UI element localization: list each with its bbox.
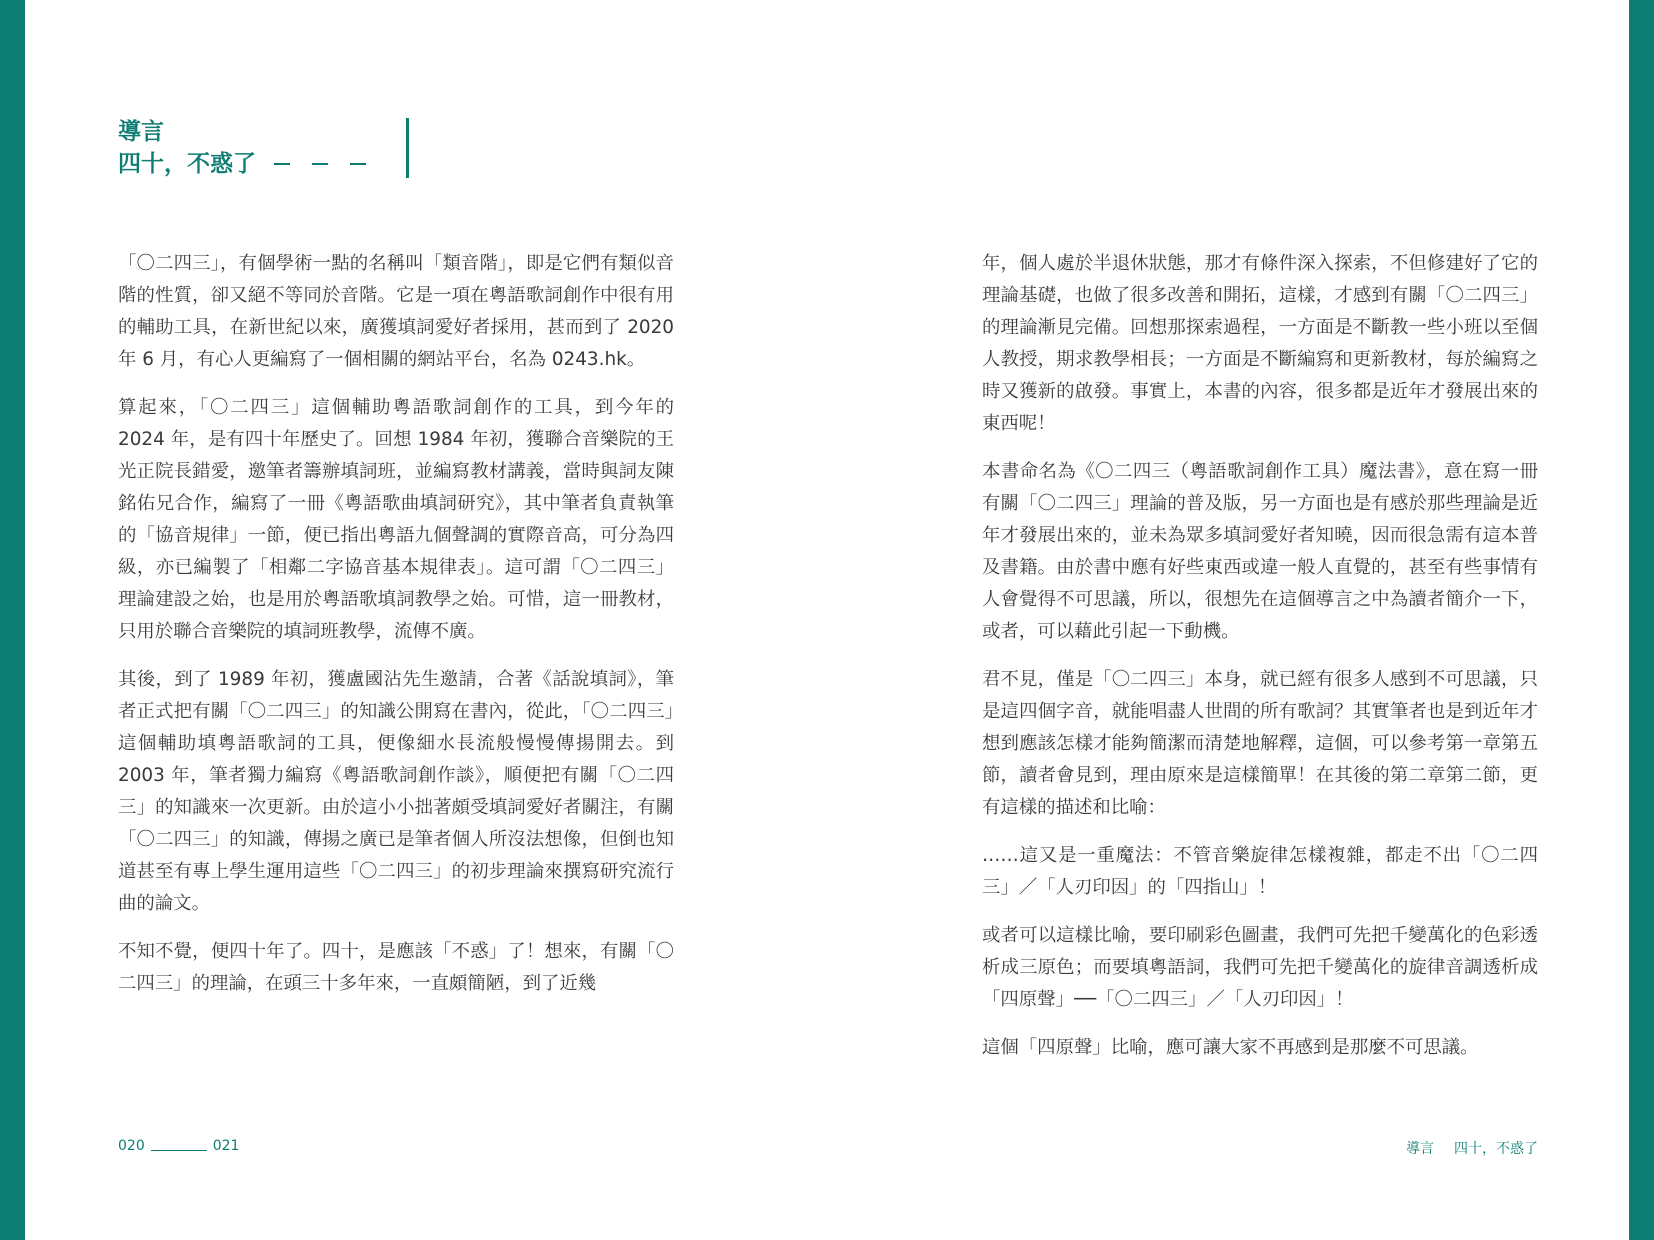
page-number-right: 021 <box>212 1138 240 1154</box>
page-numbers <box>118 1138 239 1154</box>
paragraph: 不知不覺，便四十年了。四十，是應該「不惑」了！想來，有關「〇二四三」的理論，在頭三十多年來，一直頗簡陋，到了近幾 <box>118 941 674 994</box>
chapter-title-row <box>118 148 366 180</box>
title-dashes <box>274 163 366 165</box>
running-title: 四十，不惑了 <box>1454 1141 1538 1157</box>
quote-paragraph: ……這又是一重魔法：不管音樂旋律怎樣複雜，都走不出「〇二四三」／「人刃印因」的「四指山」！ <box>982 845 1538 898</box>
running-header <box>1406 1138 1538 1158</box>
page-number-left: 020 <box>118 1138 145 1154</box>
chapter-title: 四十，不惑了 <box>118 151 256 177</box>
page-number-rule <box>151 1150 207 1151</box>
paragraph: 「〇二四三」，有個學術一點的名稱叫「類音階」，即是它們有類似音階的性質，卻又絕不等同於音階。它是一項在粵語歌詞創作中很有用的輔助工具，在新世紀以來，廣獲填詞愛好者採用，甚而到了 2020 年 6 月，有心人更編寫了一個相關的網站平台，名為 0243.hk。 <box>118 253 674 370</box>
heading-divider <box>406 118 409 178</box>
paragraph: 或者可以這樣比喻，要印刷彩色圖畫，我們可先把千變萬化的色彩透析成三原色；而要填粵語詞，我們可先把千變萬化的旋律音調透析成「四原聲」──「〇二四三」／「人刃印因」！ <box>982 925 1538 1010</box>
chapter-heading <box>118 116 366 180</box>
paragraph: 這個「四原聲」比喻，應可讓大家不再感到是那麼不可思議。 <box>982 1037 1479 1058</box>
paragraph: 算起來，「〇二四三」這個輔助粵語歌詞創作的工具，到今年的 2024 年，是有四十年歷史了。回想 1984 年初，獲聯合音樂院的王光正院長錯愛，邀筆者籌辦填詞班，並編寫教材講義，當時與詞友陳銘佑兄合作，編寫了一冊《粵語歌曲填詞研究》，其中筆者負責執筆的「協音規律」一節，便已指出粵語九個聲調的實際音高，可分為四級，亦已編製了「相鄰二字協音基本規律表」。這可謂「〇二四三」理論建設之始，也是用於粵語歌填詞教學之始。可惜，這一冊教材，只用於聯合音樂院的填詞班教學，流傳不廣。 <box>118 397 674 642</box>
paragraph: 君不見，僅是「〇二四三」本身，就已經有很多人感到不可思議，只是這四個字音，就能唱盡人世間的所有歌詞？其實筆者也是到近年才想到應該怎樣才能夠簡潔而清楚地解釋，這個，可以參考第一章第五節，讀者會見到，理由原來是這樣簡單！在其後的第二章第二節，更有這樣的描述和比喻： <box>982 669 1538 818</box>
paragraph: 本書命名為《〇二四三（粵語歌詞創作工具）魔法書》，意在寫一冊有關「〇二四三」理論的普及版，另一方面也是有感於那些理論是近年才發展出來的，並未為眾多填詞愛好者知曉，因而很急需有這本普及書籍。由於書中應有好些東西或違一般人直覺的，甚至有些事情有人會覺得不可思議，所以，很想先在這個導言之中為讀者簡介一下，或者，可以藉此引起一下動機。 <box>982 461 1538 642</box>
left-page-body <box>118 248 674 1016</box>
right-edge-bar <box>1629 0 1654 1240</box>
paragraph: 其後，到了 1989 年初，獲盧國沾先生邀請，合著《話說填詞》，筆者正式把有關「〇二四三」的知識公開寫在書內，從此，「〇二四三」這個輔助填粵語歌詞的工具，便像細水長流般慢慢傳揚開去。到 2003 年，筆者獨力編寫《粵語歌詞創作談》，順便把有關「〇二四三」的知識來一次更新。由於這小小拙著頗受填詞愛好者關注，有關「〇二四三」的知識，傳揚之廣已是筆者個人所沒法想像，但倒也知道甚至有專上學生運用這些「〇二四三」的初步理論來撰寫研究流行曲的論文。 <box>118 669 674 914</box>
left-edge-bar <box>0 0 25 1240</box>
running-label: 導言 <box>1406 1141 1434 1157</box>
right-page-body <box>982 248 1538 1080</box>
chapter-label: 導言 <box>118 119 164 145</box>
paragraph: 年，個人處於半退休狀態，那才有條件深入探索，不但修建好了它的理論基礎，也做了很多改善和開拓，這樣，才感到有關「〇二四三」的理論漸見完備。回想那探索過程，一方面是不斷教一些小班以至個人教授，期求教學相長；一方面是不斷編寫和更新教材，每於編寫之時又獲新的啟發。事實上，本書的內容，很多都是近年才發展出來的東西呢！ <box>982 253 1538 434</box>
